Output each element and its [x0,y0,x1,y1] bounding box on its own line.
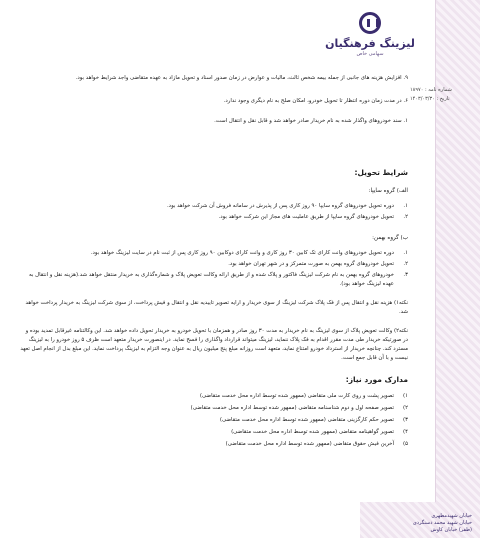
paragraph: ۶. در مدت زمان دوره انتظار تا تحویل خودرو، امکان صلح به نام دیگری وجود ندارد. [223,98,408,104]
list-item [20,271,408,289]
list-item [20,202,408,211]
document-body [20,74,408,449]
item-text: تصویر حکم کارگزینی متقاضی (ممهور شده توسط اداره محل خدمت متقاضی) [219,417,394,423]
item-text: دوره تحویل خودروهای وانت کارای تک کابین ۳۰ روز کاری و وانت کارای دوکابین ۹۰ روز کاری پس از ثبت نام در سایت لیزینگ خواهد بود. [90,250,394,256]
item-number: ۵) [402,441,408,447]
item-text: تصویر گواهینامه متقاضی (ممهور شده توسط اداره محل خدمت متقاضی) [231,429,394,435]
list-item [20,249,408,258]
paragraph: ۱. سند خودروهای واگذار شده به نام خریدار صادر خواهد شد و قابل نقل و انتقال است. [214,118,408,124]
item-text: آخرین فیش حقوق متقاضی (ممهور شده توسط اداره محل خدمت متقاضی) [225,441,394,447]
item-number: ۳) [402,417,408,423]
list-item [20,416,408,425]
item-text: تصویر پشت و روی کارت ملی متقاضی (ممهور شده توسط اداره محل خدمت متقاضی) [199,393,394,399]
footer-line: خیابان شهیدمطهری [431,513,472,519]
section-heading-delivery: شرایط تحویل: [354,168,408,177]
letter-meta [410,86,470,104]
saipa-heading: الف) گروه سایپا: [368,188,408,194]
list-item [20,392,408,401]
letter-date: تاریخ : ۱۴۰۳/۰۳/۳۰ [410,96,450,102]
footer-line: (ظفر) خیابان کاوش [430,527,472,533]
item-number: ۴) [402,429,408,435]
note-1: نکته۱) هزینه نقل و انتقال پس از فک پلاک شرکت لیزینگ از سوی خریدار و ارایه تصویر تاییدیه نقل و انتقال و فیش پرداخت، از سوی شرکت لیزینگ به خریدار پرداخت خواهد شد. [25,300,408,315]
item-text: تحویل خودروهای گروه بهمن به صورت متمرکز و در شهر تهران خواهد بود. [228,261,394,267]
item-number: ۱. [403,250,408,256]
item-number: ۳. [403,272,408,278]
list-item [20,428,408,437]
letter-number: شماره نامه : ۱۸۹۷۰ [410,87,452,93]
logo-icon [359,12,381,34]
item-text: دوره تحویل خودروهای گروه سایپا ۹۰ روز کاری پس از پذیرش در سامانه فروش آن شرکت خواهد بود. [166,203,394,209]
logo-title: لیزینگ فرهنگیان [325,37,415,50]
list-item [20,440,408,449]
item-text: خودروهای گروه بهمن به نام شرکت لیزینگ فاکتور و پلاک شده و از طریق ارائه وکالت تعویض پلاک و شماره‌گذاری به خریدار منتقل خواهد شد.(هزینه نقل و انتقال به عهده لیزینگ خواهد بود). [29,272,394,287]
letterhead-footer-address [362,513,472,534]
item-number: ۲. [403,214,408,220]
decorative-side-pattern [435,0,480,538]
section-heading-documents: مدارک مورد نیاز: [345,375,408,384]
list-item [20,260,408,269]
item-text: تصویر صفحه اول و دوم شناسنامه متقاضی (ممهور شده توسط اداره محل خدمت متقاضی) [190,405,394,411]
item-number: ۱) [402,393,408,399]
letterhead-logo [310,12,430,57]
bahman-heading: ب) گروه بهمن: [372,235,408,241]
note-2: نکته۲) وکالت تعویض پلاک از سوی لیزینگ به نام خریدار به مدت ۳۰ روز صادر و همزمان با تحویل خودرو به خریدار تحویل داده خواهد شد. این وکالتنامه غیرقابل تمدید بوده و در صورتیکه خریدار طی مدت مقرر اقدام به فک پلاک ننماید، لیزینگ میتواند قرارداد واگذاری را فسخ نماید. در اینصورت خریدار متعهد است ظرف ۵ روز خودرو را به لیزینگ مسترد کند. چنانچه خریدار از استرداد خودرو امتناع نماید، متعهد است روزانه مبلغ پنج میلیون ریال به عنوان وجه التزام به لیزینگ پرداخت نماید. این مبلغ بدل از انجام اصل تعهد نیست و با آن قابل جمع است. [20,328,408,361]
list-item [20,213,408,222]
item-number: ۱. [403,203,408,209]
logo-subtitle: سهامی خاص [356,51,384,57]
list-item [20,404,408,413]
item-number: ۲. [403,261,408,267]
item-number: ۲) [402,405,408,411]
paragraph: ۹. افزایش هزینه های جانبی از جمله بیمه شخص ثالث، مالیات و عوارض در زمان صدور اسناد و تحویل مازاد به عهده متقاضی واجد شرایط خواهد بود. [75,75,408,81]
item-text: تحویل خودروهای گروه سایپا از طریق عاملیت های مجاز این شرکت خواهد بود. [218,214,394,220]
footer-line: خیابان شهید محمد دستگردی [412,520,472,526]
